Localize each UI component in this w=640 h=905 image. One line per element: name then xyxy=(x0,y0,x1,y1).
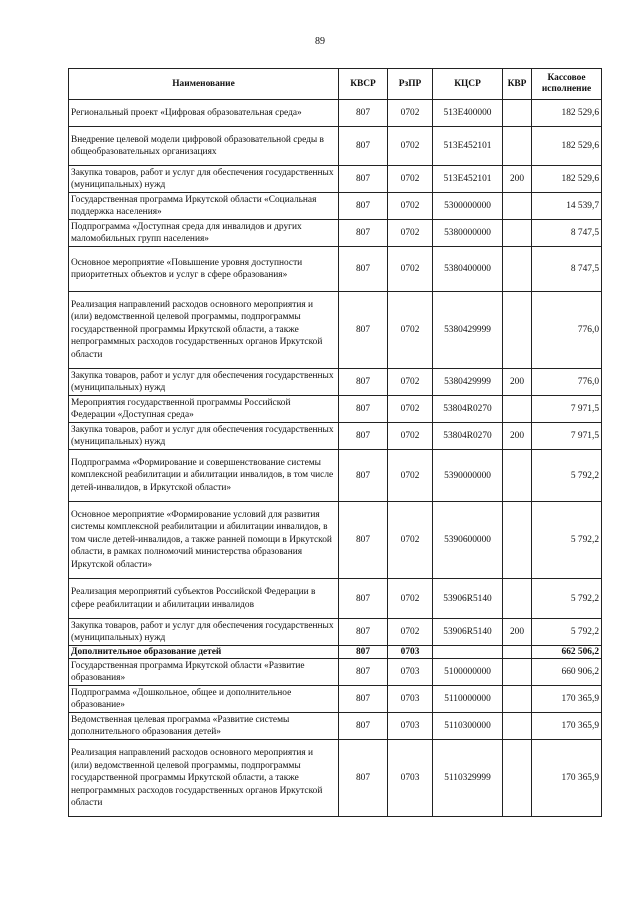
row-kvsr: 807 xyxy=(339,369,388,396)
header-kvsr: КВСР xyxy=(339,69,388,100)
row-cash: 7 971,5 xyxy=(532,396,602,423)
row-kvsr: 807 xyxy=(339,292,388,369)
row-kvsr: 807 xyxy=(339,100,388,127)
row-kcsr: 513E400000 xyxy=(433,100,503,127)
row-rzpr: 0702 xyxy=(388,193,433,220)
row-kcsr: 5380400000 xyxy=(433,247,503,292)
row-rzpr: 0702 xyxy=(388,619,433,646)
row-kvr: 200 xyxy=(503,166,532,193)
row-name: Закупка товаров, работ и услуг для обеспечения государственных (муниципальных) нужд xyxy=(69,619,339,646)
table-row xyxy=(69,713,602,740)
row-kvsr: 807 xyxy=(339,713,388,740)
row-kvsr: 807 xyxy=(339,619,388,646)
row-kvsr: 807 xyxy=(339,646,388,659)
row-name: Государственная программа Иркутской области «Социальная поддержка населения» xyxy=(69,193,339,220)
row-kcsr: 5100000000 xyxy=(433,659,503,686)
row-kvsr: 807 xyxy=(339,396,388,423)
table-row xyxy=(69,396,602,423)
row-kvsr: 807 xyxy=(339,579,388,619)
row-kvsr: 807 xyxy=(339,127,388,166)
row-name: Региональный проект «Цифровая образовательная среда» xyxy=(69,100,339,127)
row-cash: 776,0 xyxy=(532,369,602,396)
row-kvr xyxy=(503,646,532,659)
row-name: Основное мероприятие «Повышение уровня доступности приоритетных объектов и услуг в сфере образования» xyxy=(69,247,339,292)
row-rzpr: 0703 xyxy=(388,659,433,686)
row-kvr xyxy=(503,659,532,686)
table-row xyxy=(69,247,602,292)
row-name: Реализация направлений расходов основного мероприятия и (или) ведомственной целевой программы, подпрограммы государственной программы Иркутской области, а также непрограммных расходов государственных органов Иркутской области xyxy=(69,740,339,817)
row-rzpr: 0702 xyxy=(388,579,433,619)
row-cash: 5 792,2 xyxy=(532,619,602,646)
row-kvsr: 807 xyxy=(339,502,388,579)
table-row xyxy=(69,686,602,713)
table-row xyxy=(69,579,602,619)
row-rzpr: 0702 xyxy=(388,220,433,247)
table-row xyxy=(69,220,602,247)
row-kcsr: 5300000000 xyxy=(433,193,503,220)
row-kvsr: 807 xyxy=(339,423,388,450)
row-cash: 170 365,9 xyxy=(532,713,602,740)
row-rzpr: 0702 xyxy=(388,247,433,292)
row-name: Государственная программа Иркутской области «Развитие образования» xyxy=(69,659,339,686)
header-kcsr: КЦСР xyxy=(433,69,503,100)
header-rzpr: РзПР xyxy=(388,69,433,100)
row-kvr xyxy=(503,450,532,502)
row-cash: 182 529,6 xyxy=(532,100,602,127)
row-name: Подпрограмма «Дошкольное, общее и дополнительное образование» xyxy=(69,686,339,713)
header-kvr: КВР xyxy=(503,69,532,100)
row-kcsr: 5110329999 xyxy=(433,740,503,817)
table-row xyxy=(69,659,602,686)
row-name: Подпрограмма «Доступная среда для инвалидов и других маломобильных групп населения» xyxy=(69,220,339,247)
row-rzpr: 0702 xyxy=(388,292,433,369)
table-row xyxy=(69,100,602,127)
row-kcsr: 5390000000 xyxy=(433,450,503,502)
row-name: Мероприятия государственной программы Российской Федерации «Доступная среда» xyxy=(69,396,339,423)
row-kcsr: 53804R0270 xyxy=(433,396,503,423)
row-cash: 8 747,5 xyxy=(532,220,602,247)
row-kvr: 200 xyxy=(503,619,532,646)
row-cash: 660 906,2 xyxy=(532,659,602,686)
row-name: Закупка товаров, работ и услуг для обеспечения государственных (муниципальных) нужд xyxy=(69,369,339,396)
row-kvr: 200 xyxy=(503,423,532,450)
table-row xyxy=(69,193,602,220)
row-kcsr: 5380429999 xyxy=(433,369,503,396)
row-cash: 7 971,5 xyxy=(532,423,602,450)
row-rzpr: 0702 xyxy=(388,100,433,127)
row-kvr xyxy=(503,396,532,423)
table-row xyxy=(69,740,602,817)
row-rzpr: 0702 xyxy=(388,396,433,423)
page-number: 89 xyxy=(315,36,325,47)
table-row xyxy=(69,127,602,166)
row-kvr xyxy=(503,740,532,817)
row-name: Закупка товаров, работ и услуг для обеспечения государственных (муниципальных) нужд xyxy=(69,166,339,193)
row-kvsr: 807 xyxy=(339,247,388,292)
row-kcsr: 513E452101 xyxy=(433,127,503,166)
row-cash: 182 529,6 xyxy=(532,166,602,193)
row-kcsr: 53804R0270 xyxy=(433,423,503,450)
row-rzpr: 0702 xyxy=(388,166,433,193)
row-kcsr: 5110300000 xyxy=(433,713,503,740)
row-cash: 5 792,2 xyxy=(532,579,602,619)
table-header-row xyxy=(69,69,602,100)
row-kcsr: 5380000000 xyxy=(433,220,503,247)
row-kvr xyxy=(503,713,532,740)
row-cash: 8 747,5 xyxy=(532,247,602,292)
row-cash: 776,0 xyxy=(532,292,602,369)
row-kcsr: 513E452101 xyxy=(433,166,503,193)
row-cash: 170 365,9 xyxy=(532,740,602,817)
row-kcsr: 5390600000 xyxy=(433,502,503,579)
row-rzpr: 0703 xyxy=(388,740,433,817)
row-rzpr: 0703 xyxy=(388,646,433,659)
row-name: Ведомственная целевая программа «Развитие системы дополнительного образования детей» xyxy=(69,713,339,740)
table-row xyxy=(69,166,602,193)
row-kvr xyxy=(503,579,532,619)
row-rzpr: 0703 xyxy=(388,686,433,713)
row-kvsr: 807 xyxy=(339,166,388,193)
row-kcsr: 53906R5140 xyxy=(433,579,503,619)
row-kvsr: 807 xyxy=(339,220,388,247)
row-kvr xyxy=(503,502,532,579)
row-name: Внедрение целевой модели цифровой образовательной среды в общеобразовательных организациях xyxy=(69,127,339,166)
row-cash: 170 365,9 xyxy=(532,686,602,713)
row-kcsr: 5380429999 xyxy=(433,292,503,369)
row-kcsr: 53906R5140 xyxy=(433,619,503,646)
row-rzpr: 0702 xyxy=(388,502,433,579)
header-name: Наименование xyxy=(69,69,339,100)
header-cash-execution: Кассовое исполнение xyxy=(532,69,602,100)
row-kvr xyxy=(503,292,532,369)
row-rzpr: 0702 xyxy=(388,450,433,502)
row-name: Закупка товаров, работ и услуг для обеспечения государственных (муниципальных) нужд xyxy=(69,423,339,450)
row-kvsr: 807 xyxy=(339,193,388,220)
row-rzpr: 0703 xyxy=(388,713,433,740)
row-cash: 182 529,6 xyxy=(532,127,602,166)
row-cash: 5 792,2 xyxy=(532,502,602,579)
row-name: Подпрограмма «Формирование и совершенствование системы комплексной реабилитации и абилитации инвалидов, в том числе детей-инвалидов, в Иркутской области» xyxy=(69,450,339,502)
row-kvr xyxy=(503,127,532,166)
row-name: Дополнительное образование детей xyxy=(69,646,339,659)
row-kvr: 200 xyxy=(503,369,532,396)
table-row xyxy=(69,423,602,450)
row-rzpr: 0702 xyxy=(388,127,433,166)
row-kcsr xyxy=(433,646,503,659)
budget-execution-table xyxy=(68,68,602,817)
table-row xyxy=(69,619,602,646)
row-rzpr: 0702 xyxy=(388,369,433,396)
row-kvr xyxy=(503,193,532,220)
row-name: Основное мероприятие «Формирование условий для развития системы комплексной реабилитации и абилитации инвалидов, в том числе детей-инвалидов, а также ранней помощи в Иркутской области, в рамках полномочий министерства образования Иркутской области» xyxy=(69,502,339,579)
table-row xyxy=(69,292,602,369)
table-row xyxy=(69,450,602,502)
row-cash: 14 539,7 xyxy=(532,193,602,220)
row-kvr xyxy=(503,247,532,292)
row-name: Реализация направлений расходов основного мероприятия и (или) ведомственной целевой программы, подпрограммы государственной программы Иркутской области, а также непрограммных расходов государственных органов Иркутской области xyxy=(69,292,339,369)
row-cash: 5 792,2 xyxy=(532,450,602,502)
row-kvr xyxy=(503,220,532,247)
table-row-section xyxy=(69,646,602,659)
table-row xyxy=(69,369,602,396)
row-name: Реализация мероприятий субъектов Российской Федерации в сфере реабилитации и абилитации инвалидов xyxy=(69,579,339,619)
row-kvsr: 807 xyxy=(339,686,388,713)
row-kvsr: 807 xyxy=(339,740,388,817)
row-kcsr: 5110000000 xyxy=(433,686,503,713)
row-kvsr: 807 xyxy=(339,659,388,686)
table-row xyxy=(69,502,602,579)
row-kvsr: 807 xyxy=(339,450,388,502)
row-kvr xyxy=(503,686,532,713)
row-cash: 662 506,2 xyxy=(532,646,602,659)
row-kvr xyxy=(503,100,532,127)
row-rzpr: 0702 xyxy=(388,423,433,450)
